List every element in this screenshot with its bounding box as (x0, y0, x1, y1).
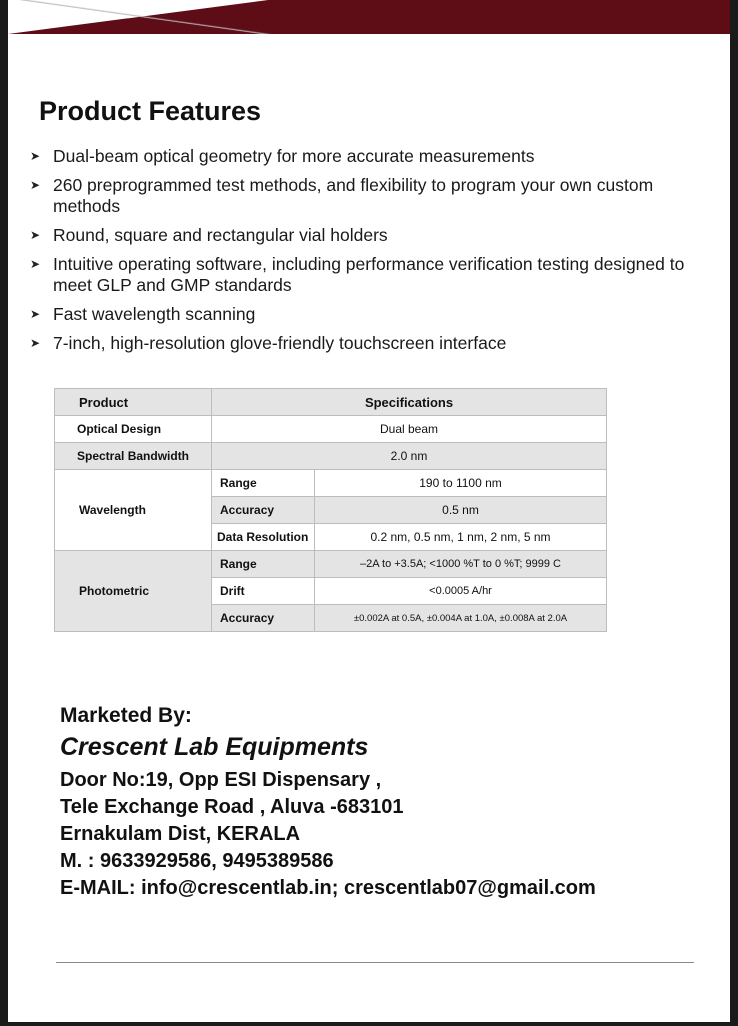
feature-item (30, 175, 690, 217)
arrow-bullet-icon: ➤ (30, 228, 41, 242)
phone-numbers: M. : 9633929586, 9495389586 (60, 850, 334, 872)
arrow-bullet-icon: ➤ (30, 307, 41, 321)
feature-list (30, 146, 690, 362)
address-line-1: Door No:19, Opp ESI Dispensary , (60, 769, 382, 791)
feature-item (30, 304, 690, 325)
arrow-bullet-icon: ➤ (30, 336, 41, 350)
group-label-wavelength: Wavelength (55, 470, 212, 551)
feature-text: 7-inch, high-resolution glove-friendly touchscreen interface (53, 333, 507, 353)
feature-text: Dual-beam optical geometry for more accurate measurements (53, 146, 535, 166)
table-row (55, 443, 607, 470)
feature-item (30, 146, 690, 167)
sub-label-wavelength-accuracy: Accuracy (212, 497, 315, 524)
sub-label-wavelength-range: Range (212, 470, 315, 497)
arrow-bullet-icon: ➤ (30, 178, 41, 192)
specifications-table (54, 388, 607, 632)
marketed-by-section (60, 704, 720, 902)
row-label-spectral-bandwidth: Spectral Bandwidth (55, 443, 212, 470)
table-row (55, 416, 607, 443)
table-row (55, 551, 607, 578)
company-name: Crescent Lab Equipments (60, 733, 369, 761)
feature-item (30, 254, 690, 296)
value-optical-design: Dual beam (212, 416, 607, 443)
table-header-row (55, 389, 607, 416)
row-label-optical-design: Optical Design (55, 416, 212, 443)
feature-text: Intuitive operating software, including performance verification testing designed to meet GLP and GMP standards (53, 254, 685, 295)
header-fold-line (8, 0, 278, 34)
header-specifications: Specifications (212, 389, 607, 416)
feature-item (30, 333, 690, 354)
sub-label-photometric-accuracy: Accuracy (212, 605, 315, 632)
sub-label-photometric-drift: Drift (212, 578, 315, 605)
value-data-resolution: 0.2 nm, 0.5 nm, 1 nm, 2 nm, 5 nm (315, 524, 607, 551)
page-title: Product Features (39, 96, 262, 126)
arrow-bullet-icon: ➤ (30, 257, 41, 271)
email-addresses: E-MAIL: info@crescentlab.in; crescentlab07@gmail.com (60, 877, 596, 899)
sub-label-data-resolution: Data Resolution (212, 524, 315, 551)
value-photometric-range: –2A to +3.5A; <1000 %T to 0 %T; 9999 C (315, 551, 607, 578)
value-spectral-bandwidth: 2.0 nm (212, 443, 607, 470)
value-photometric-drift: <0.0005 A/hr (315, 578, 607, 605)
header-product: Product (55, 389, 212, 416)
value-wavelength-range: 190 to 1100 nm (315, 470, 607, 497)
footer-divider (56, 962, 694, 963)
marketed-by-title: Marketed By: (60, 704, 192, 727)
table-row (55, 470, 607, 497)
value-photometric-accuracy: ±0.002A at 0.5A, ±0.004A at 1.0A, ±0.008A at 2.0A (315, 605, 607, 632)
address-line-3: Ernakulam Dist, KERALA (60, 823, 301, 845)
value-wavelength-accuracy: 0.5 nm (315, 497, 607, 524)
feature-text: Fast wavelength scanning (53, 304, 256, 324)
address-line-2: Tele Exchange Road , Aluva -683101 (60, 796, 404, 818)
arrow-bullet-icon: ➤ (30, 149, 41, 163)
feature-text: Round, square and rectangular vial holders (53, 225, 388, 245)
feature-item (30, 225, 690, 246)
group-label-photometric: Photometric (55, 551, 212, 632)
brochure-page (8, 0, 730, 1022)
feature-text: 260 preprogrammed test methods, and flexibility to program your own custom methods (53, 175, 654, 216)
sub-label-photometric-range: Range (212, 551, 315, 578)
